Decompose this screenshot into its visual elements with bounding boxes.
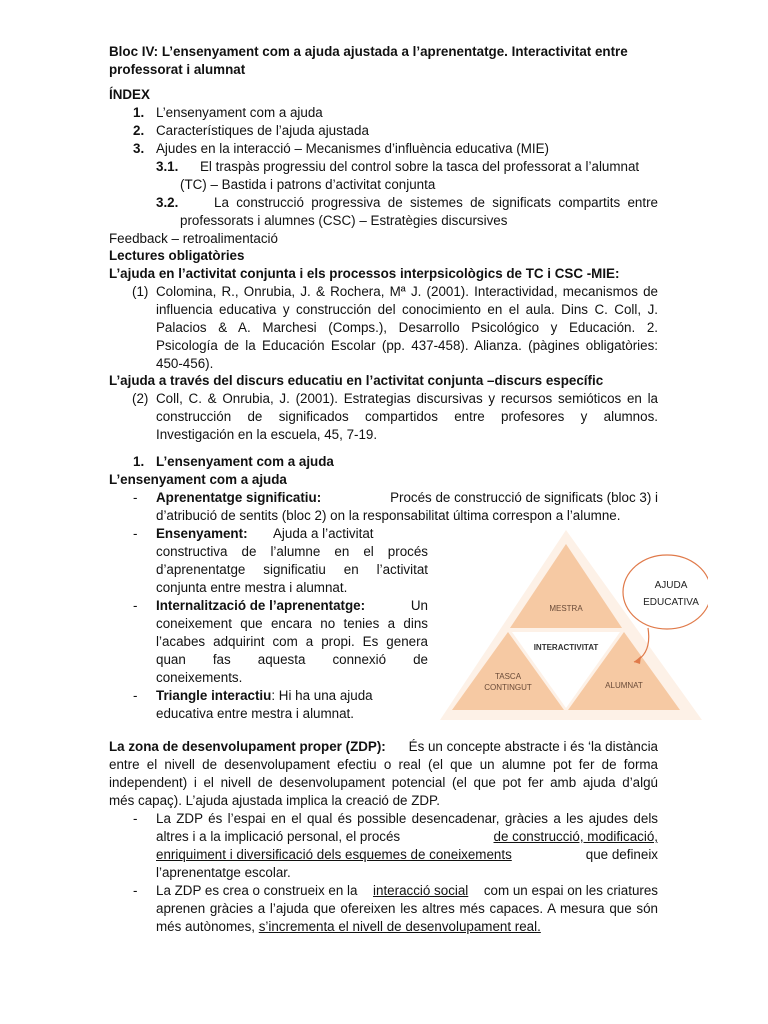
- bullet-1-line-1: [156, 489, 658, 507]
- reference-2-number: (2): [132, 391, 149, 406]
- zdp-bullet-2-line-1-underlined: interacció social: [373, 883, 469, 898]
- zdp-bullet-2-line-1-pre: La ZDP es crea o construeix en la: [156, 883, 358, 898]
- reference-2-line-1: Coll, C. & Onrubia, J. (2001). Estrategias discursivas y recursos semióticos en la: [156, 391, 658, 406]
- bullet-dash: -: [133, 490, 138, 505]
- bullet-4-text-1: : Hi ha una ajuda: [271, 688, 373, 703]
- title-line-2: professorat i alumnat: [109, 62, 246, 77]
- bullet-3-text-1: Un: [410, 598, 428, 613]
- label-interactivitat: INTERACTIVITAT: [533, 643, 599, 652]
- zdp-bullet-2-line-1-post: com un espai on les criatures: [483, 883, 658, 898]
- index-item-2: Característiques de l’ajuda ajustada: [156, 123, 369, 138]
- readings-heading: Lectures obligatòries: [109, 248, 245, 263]
- index-sub-2-line-2: professorats i alumnes (CSC) – Estratègies discursives: [180, 213, 508, 228]
- bullet-2-line-2: constructiva de l’alumne en el procés: [156, 544, 428, 559]
- reference-1-number: (1): [132, 284, 149, 299]
- feedback-line: Feedback – retroalimentació: [109, 231, 278, 246]
- bullet-dash: -: [133, 526, 138, 541]
- bullet-1-line-2: d’atribució de sentits (bloc 2) on la responsabilitat última correspon a l’alumne.: [156, 508, 621, 523]
- bullet-2-term: Ensenyament:: [156, 526, 248, 541]
- bullet-3-line-4: quan fas aquesta connexió de: [156, 652, 428, 667]
- zdp-bullet-1-line-3-underlined: enriquiment i diversificació dels esquemes de coneixements: [156, 847, 512, 862]
- bullet-1-text: Procés de construcció de significats (bloc 3) i: [390, 490, 658, 505]
- bullet-2-line-4: conjunta entre mestra i alumnat.: [156, 580, 348, 595]
- index-sub-1-line-2: (TC) – Bastida i patrons d’activitat conjunta: [180, 177, 436, 192]
- zdp-line-4: més capaç). L’ajuda ajustada implica la creació de ZDP.: [109, 793, 440, 808]
- interactive-triangle-diagram: [438, 528, 708, 728]
- bullet-3-line-1: [156, 597, 428, 615]
- section-1-heading: L’ensenyament com a ajuda: [156, 454, 334, 469]
- readings-group-1-heading: L’ajuda en l’activitat conjunta i els processos interpsicològics de TC i CSC -MIE:: [109, 266, 620, 281]
- zdp-bullet-2-line-3: [156, 918, 541, 936]
- zdp-bullet-2-line-2: aprenen gràcies a l’ajuda que ofereixen les altres més capaces. A mesura que són: [156, 901, 658, 916]
- reference-1-line-4: Psicología de la Educación Escolar (pp. 437-458). Alianza. (pàgines obligatòries:: [156, 338, 658, 353]
- bullet-dash: -: [133, 883, 138, 898]
- title-line-1: Bloc IV: L’ensenyament com a ajuda ajustada a l’aprenentatge. Interactivitat entre: [109, 44, 628, 59]
- bullet-1-term: Aprenentatge significatiu:: [156, 490, 322, 505]
- index-num-3: 3.: [133, 141, 145, 156]
- reference-1-line-5: 450-456).: [156, 356, 214, 371]
- section-1-subheading: L’ensenyament com a ajuda: [109, 472, 287, 487]
- zdp-bullet-2-line-1: [156, 882, 658, 900]
- bullet-3-term: Internalització de l’aprenentatge:: [156, 598, 366, 613]
- bullet-3-line-2: coneixement que encara no tenies a dins: [156, 616, 428, 631]
- zdp-bullet-2-line-3-underlined: s’incrementa el nivell de desenvolupament real.: [258, 919, 541, 934]
- zdp-term: La zona de desenvolupament proper (ZDP):: [109, 739, 386, 754]
- ajuda-educativa-bubble: [623, 555, 708, 629]
- zdp-line-2: entre el nivell de desenvolupament efectiu o real (el que un alumne pot fer de forma: [109, 757, 658, 772]
- zdp-bullet-1-line-1: La ZDP és l’espai en el qual és possible desencadenar, gràcies a les ajudes dels: [156, 811, 658, 826]
- bullet-4-line-2: educativa entre mestra i alumnat.: [156, 706, 354, 721]
- index-item-1: L’ensenyament com a ajuda: [156, 105, 323, 120]
- zdp-bullet-1-line-4: l’aprenentatge escolar.: [156, 865, 291, 880]
- section-1-number: 1.: [133, 454, 145, 469]
- bullet-3-line-3: l’acabes adquirint com a propi. Es genera: [156, 634, 428, 649]
- reference-1-line-1: Colomina, R., Onrubia, J. & Rochera, Mª J. (2001). Interactividad, mecanismos de: [156, 284, 658, 299]
- bullet-4-line-1: [156, 687, 428, 705]
- label-mestra: MESTRA: [549, 604, 583, 613]
- bullet-2-line-1: [156, 525, 428, 543]
- zdp-line-1: [109, 738, 658, 756]
- index-sub-2-line-1: La construcció progressiva de sistemes de significats compartits entre: [214, 195, 658, 210]
- zdp-bullet-1-line-3: [156, 846, 658, 864]
- bullet-4-term: Triangle interactiu: [156, 688, 272, 703]
- readings-group-2-heading: L’ajuda a través del discurs educatiu en l’activitat conjunta –discurs específic: [109, 373, 604, 388]
- bubble-label-1: AJUDA: [654, 580, 688, 591]
- bullet-dash: -: [133, 688, 138, 703]
- bullet-2-line-3: d’aprenentatge significatiu en l’activitat: [156, 562, 428, 577]
- index-num-1: 1.: [133, 105, 145, 120]
- zdp-bullet-1-line-2-pre: altres i a la implicació personal, el procés: [156, 829, 401, 844]
- index-sub-1-line-1: El traspàs progressiu del control sobre la tasca del professorat a l’alumnat: [200, 159, 640, 174]
- zdp-bullet-1-line-2: [156, 828, 658, 846]
- reference-1-line-2: influencia educativa y construcción del conocimiento en el aula. Dins C. Coll, J.: [156, 302, 658, 317]
- index-item-3: Ajudes en la interacció – Mecanismes d’influència educativa (MIE): [156, 141, 549, 156]
- bullet-3-line-5: coneixements.: [156, 670, 243, 685]
- index-sub-num-2: 3.2.: [156, 195, 179, 210]
- bullet-dash: -: [133, 598, 138, 613]
- label-contingut: CONTINGUT: [484, 683, 532, 692]
- zdp-bullet-1-line-2-underlined: de construcció, modificació,: [493, 829, 658, 844]
- zdp-bullet-2-line-3-pre: més autònomes,: [156, 919, 259, 934]
- bullet-2-text-1: Ajuda a l’activitat: [273, 526, 374, 541]
- zdp-line-3: independent) i el nivell de desenvolupament potencial (el que pot fer amb ajuda d’algú: [109, 775, 658, 790]
- bullet-dash: -: [133, 811, 138, 826]
- label-tasca: TASCA: [494, 672, 522, 681]
- index-sub-num-1: 3.1.: [156, 159, 179, 174]
- reference-1-line-3: Palacios & A. Marchesi (Comps.), Desarrollo Psicológico y Educación. 2.: [156, 320, 658, 335]
- zdp-line-1-rest: És un concepte abstracte i és ‘la distància: [408, 739, 658, 754]
- index-heading: ÍNDEX: [109, 87, 150, 102]
- reference-2-line-3: Investigación en la escuela, 45, 7-19.: [156, 427, 378, 442]
- reference-2-line-2: construcción de significados compartidos entre profesores y alumnos.: [156, 409, 658, 424]
- zdp-bullet-1-line-3-post: que defineix: [585, 847, 658, 862]
- bubble-label-2: EDUCATIVA: [643, 597, 699, 608]
- index-num-2: 2.: [133, 123, 145, 138]
- label-alumnat: ALUMNAT: [605, 681, 643, 690]
